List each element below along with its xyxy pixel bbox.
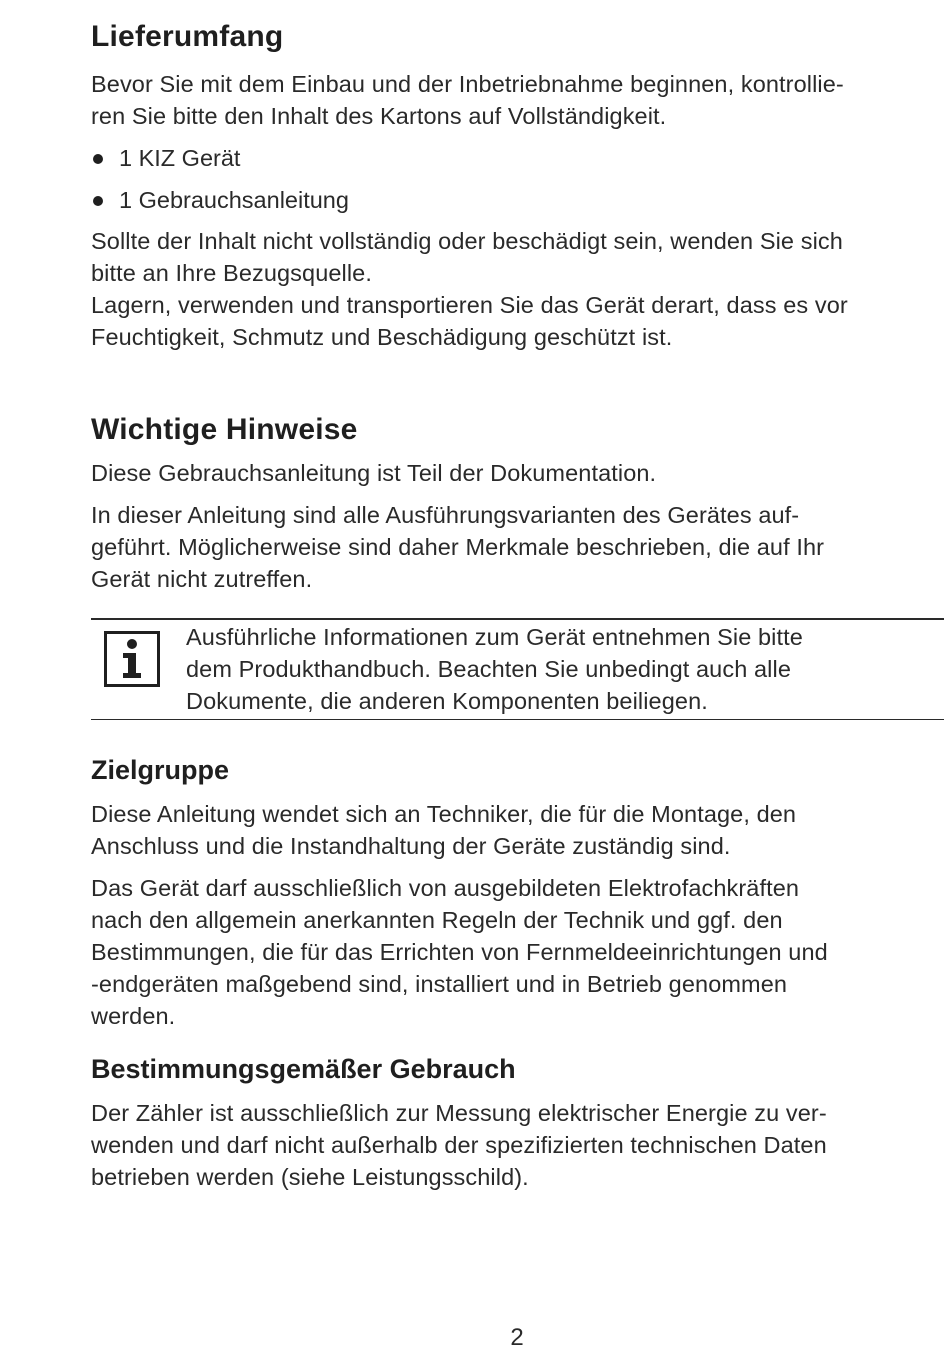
text-line: Diese Anleitung wendet sich an Techniker, die für die Montage, den [91, 801, 797, 827]
info-box [91, 618, 944, 720]
text-line: dem Produkthandbuch. Beachten Sie unbedingt auch alle [186, 656, 791, 682]
info-icon [104, 631, 160, 687]
text-line: wenden und darf nicht außerhalb der spezifizierten technischen Daten [91, 1132, 827, 1158]
section-zielgruppe [91, 753, 944, 1032]
text-line: Bestimmungen, die für das Errichten von Fernmeldeeinrichtungen und [91, 939, 828, 965]
text-line: betrieben werden (siehe Leistungsschild). [91, 1164, 529, 1190]
paragraph-intro [91, 68, 944, 132]
text-line: Das Gerät darf ausschließlich von ausgebildeten Elektrofachkräften [91, 875, 800, 901]
text-line: geführt. Möglicherweise sind daher Merkmale beschrieben, die auf Ihr [91, 534, 825, 560]
paragraph-documentation: Diese Gebrauchsanleitung ist Teil der Dokumentation. [91, 460, 657, 486]
text-line: nach den allgemein anerkannten Regeln der Technik und ggf. den [91, 907, 783, 933]
bullet-icon [93, 196, 103, 206]
section-bestimmungsgemaesser-gebrauch [91, 1052, 944, 1193]
text-line: Ausführliche Informationen zum Gerät entnehmen Sie bitte [186, 624, 803, 650]
list-item: 1 Gebrauchsanleitung [91, 184, 944, 216]
text-line: Sollte der Inhalt nicht vollständig oder beschädigt sein, wenden Sie sich [91, 228, 843, 254]
text-line: Lagern, verwenden und transportieren Sie das Gerät derart, dass es vor [91, 292, 848, 318]
page-number: 2 [510, 1324, 524, 1351]
paragraph-intended-use [91, 1097, 944, 1193]
text-line: ren Sie bitte den Inhalt des Kartons auf Vollständigkeit. [91, 103, 667, 129]
heading-wichtige-hinweise: Wichtige Hinweise [91, 413, 358, 446]
paragraph-variants [91, 499, 944, 595]
text-line: werden. [91, 1003, 176, 1029]
heading-lieferumfang: Lieferumfang [91, 20, 284, 53]
heading-zielgruppe: Zielgruppe [91, 755, 230, 785]
text-line: -endgeräten maßgebend sind, installiert und in Betrieb genommen [91, 971, 788, 997]
delivery-list [91, 142, 944, 216]
list-item: 1 KIZ Gerät [91, 142, 944, 174]
text-line: Gerät nicht zutreffen. [91, 566, 313, 592]
section-wichtige-hinweise [91, 412, 944, 595]
paragraph-damage [91, 225, 944, 353]
text-line: In dieser Anleitung sind alle Ausführungsvarianten des Gerätes auf- [91, 502, 800, 528]
heading-bestimmungsgemaesser-gebrauch: Bestimmungsgemäßer Gebrauch [91, 1054, 516, 1084]
text-line: Anschluss und die Instandhaltung der Geräte zuständig sind. [91, 833, 731, 859]
bullet-icon [93, 154, 103, 164]
info-text [186, 621, 936, 717]
paragraph-qualified-personnel [91, 872, 944, 1032]
paragraph-technicians [91, 798, 944, 862]
text-line: Feuchtigkeit, Schmutz und Beschädigung geschützt ist. [91, 324, 673, 350]
text-line: Bevor Sie mit dem Einbau und der Inbetriebnahme beginnen, kontrollie- [91, 71, 844, 97]
text-line: Dokumente, die anderen Komponenten beiliegen. [186, 688, 708, 714]
text-line: Der Zähler ist ausschließlich zur Messung elektrischer Energie zu ver- [91, 1100, 827, 1126]
section-lieferumfang [91, 19, 944, 353]
text-line: bitte an Ihre Bezugsquelle. [91, 260, 372, 286]
